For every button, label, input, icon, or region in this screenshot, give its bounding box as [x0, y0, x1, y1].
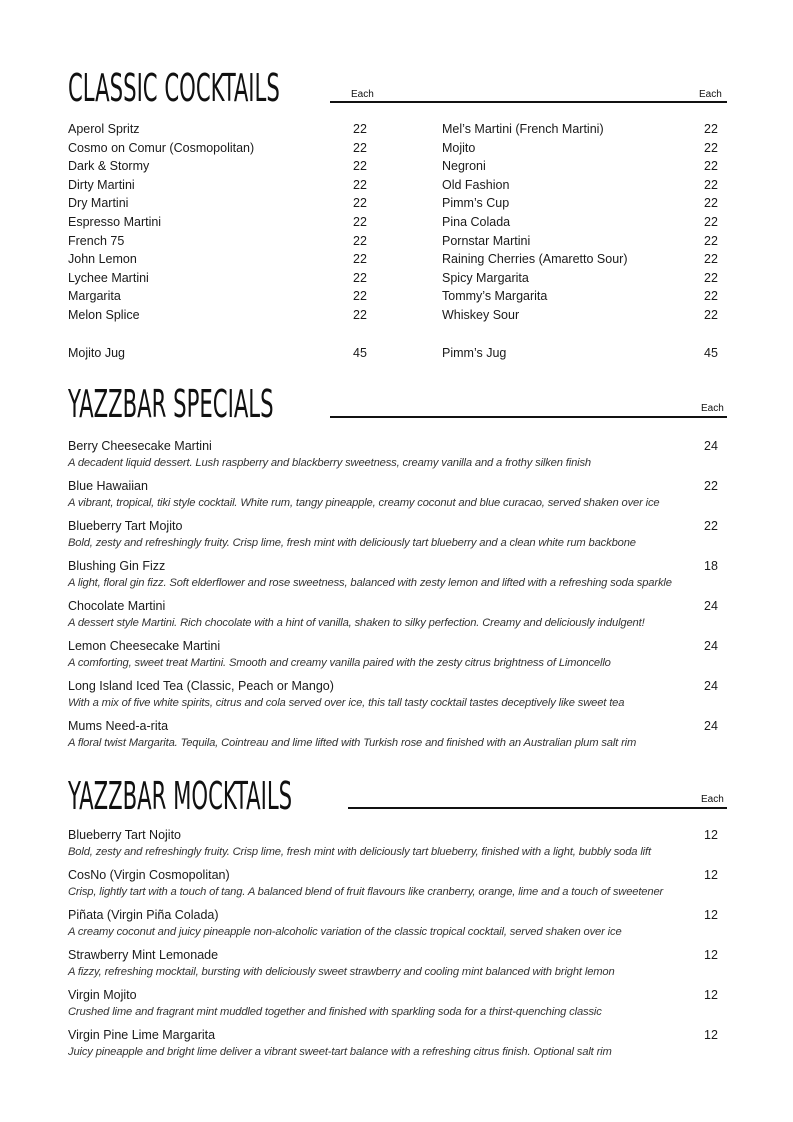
menu-row: [68, 306, 368, 325]
item-name: Blue Hawaiian: [68, 479, 148, 493]
item-name: Long Island Iced Tea (Classic, Peach or Mango): [68, 679, 334, 693]
specials-each-label: Each: [701, 403, 724, 414]
item-name: Raining Cherries (Amaretto Sour): [442, 252, 628, 267]
list-item: [68, 717, 718, 757]
item-price: 22: [353, 177, 367, 192]
list-item: [68, 677, 718, 717]
item-description: A floral twist Margarita. Tequila, Cointreau and lime lifted with Turkish rose and finished with an Australian plum salt rim: [68, 737, 637, 749]
menu-row: [68, 269, 368, 288]
item-description: Bold, zesty and refreshingly fruity. Crisp lime, fresh mint with deliciously tart blueberry, finished with a light, bubbly soda lift: [68, 846, 651, 858]
item-name: Mojito: [442, 140, 476, 155]
item-price: 22: [353, 289, 367, 304]
item-price: 22: [704, 140, 718, 155]
item-name: Pina Colada: [442, 214, 511, 229]
item-price: 22: [704, 196, 718, 211]
item-name: Pimm’s Jug: [442, 346, 507, 360]
list-item: [68, 1026, 718, 1066]
item-price: 22: [353, 196, 367, 211]
menu-row: [68, 139, 368, 158]
item-name: Aperol Spritz: [68, 122, 140, 136]
item-price: 22: [704, 177, 718, 192]
menu-row: [68, 194, 368, 213]
menu-row: [68, 157, 368, 176]
item-description: A creamy coconut and juicy pineapple non-alcoholic variation of the classic tropical cocktail, served shaken over ice: [68, 926, 622, 938]
item-price: 12: [704, 948, 718, 962]
item-name: Berry Cheesecake Martini: [68, 439, 212, 453]
item-name: Dirty Martini: [68, 177, 135, 192]
classic-each-label-left: Each: [351, 89, 374, 100]
item-name: CosNo (Virgin Cosmopolitan): [68, 868, 230, 882]
item-price: 18: [704, 559, 718, 573]
item-price: 22: [353, 140, 367, 155]
item-price: 22: [353, 122, 367, 136]
item-price: 22: [704, 122, 718, 136]
item-price: 24: [704, 639, 718, 653]
menu-row: [68, 287, 368, 306]
item-price: 22: [353, 270, 367, 285]
list-item: [68, 906, 718, 946]
list-item: [68, 946, 718, 986]
item-name: Strawberry Mint Lemonade: [68, 948, 219, 962]
item-name: Pornstar Martini: [442, 233, 531, 248]
item-description: Bold, zesty and refreshingly fruity. Crisp lime, fresh mint with deliciously tart blueberry and a clean white rum backbone: [68, 537, 636, 549]
menu-row: [442, 269, 722, 288]
item-name: Espresso Martini: [68, 214, 162, 229]
item-name: Spicy Margarita: [442, 270, 529, 285]
item-name: Blushing Gin Fizz: [68, 559, 166, 573]
item-name: Virgin Mojito: [68, 988, 137, 1002]
menu-row: [442, 194, 722, 213]
mojito-jug-row: [68, 344, 367, 362]
item-name: Whiskey Sour: [442, 307, 520, 322]
item-name: Piñata (Virgin Piña Colada): [68, 908, 219, 922]
item-price: 12: [704, 988, 718, 1002]
item-name: Negroni: [442, 159, 486, 174]
item-price: 24: [704, 599, 718, 613]
item-name: Dry Martini: [68, 196, 129, 211]
item-price: 12: [704, 1028, 718, 1042]
specials-heading: YAZZBAR SPECIALS: [68, 382, 274, 426]
list-item: [68, 517, 718, 557]
item-price: 22: [353, 252, 367, 267]
item-price: 22: [704, 270, 718, 285]
list-item: [68, 557, 718, 597]
classic-each-label-right: Each: [699, 89, 722, 100]
item-price: 22: [704, 233, 718, 248]
item-description: A light, floral gin fizz. Soft elderflower and rose sweetness, balanced with zesty lemon and lifted with a refreshing soda sparkle: [68, 577, 672, 589]
item-name: Blueberry Tart Nojito: [68, 828, 182, 842]
item-description: With a mix of five white spirits, citrus and cola served over ice, this tall tasty cocktail tastes deceptively like sweet tea: [68, 697, 625, 709]
classic-heading-rule: [330, 101, 727, 103]
item-description: Crushed lime and fragrant mint muddled together and finished with sparkling soda for a thirst-quenching classic: [68, 1006, 602, 1018]
item-description: Crisp, lightly tart with a touch of tang. A balanced blend of fruit flavours like cranberry, orange, lime and a touch of sweetener: [68, 886, 664, 898]
item-name: Dark & Stormy: [68, 159, 150, 174]
menu-row: [68, 213, 368, 232]
item-price: 22: [704, 479, 718, 493]
menu-row: [442, 139, 722, 158]
item-price: 12: [704, 868, 718, 882]
item-name: Mums Need-a-rita: [68, 719, 169, 733]
item-price: 22: [353, 159, 367, 174]
mocktails-each-label: Each: [701, 794, 724, 805]
item-price: 45: [353, 346, 367, 360]
menu-row: [442, 157, 722, 176]
item-name: Pimm’s Cup: [442, 196, 510, 211]
list-item: [68, 866, 718, 906]
specials-list: [68, 437, 718, 757]
classic-cocktails-heading: CLASSIC COCKTAILS: [68, 66, 280, 110]
item-price: 22: [353, 307, 367, 322]
pimms-jug-row: [442, 344, 732, 362]
item-description: A dessert style Martini. Rich chocolate with a hint of vanilla, shaken to silky perfection. Creamy and deliciously indulgent!: [68, 617, 645, 629]
item-name: French 75: [68, 233, 125, 248]
item-price: 24: [704, 719, 718, 733]
mocktails-list: [68, 826, 718, 1066]
item-name: Lychee Martini: [68, 270, 149, 285]
item-price: 45: [704, 346, 718, 360]
item-price: 24: [704, 439, 718, 453]
menu-row: [442, 213, 722, 232]
item-description: A comforting, sweet treat Martini. Smooth and creamy vanilla paired with the zesty citrus brightness of Limoncello: [68, 657, 611, 669]
menu-row: [442, 250, 722, 269]
menu-row: [442, 232, 722, 251]
list-item: [68, 437, 718, 477]
item-name: Mel’s Martini (French Martini): [442, 122, 604, 136]
item-description: A fizzy, refreshing mocktail, bursting with deliciously sweet strawberry and cooling mint balanced with bright lemon: [68, 966, 615, 978]
item-name: Melon Splice: [68, 307, 140, 322]
classic-right-column: [442, 120, 722, 325]
item-price: 24: [704, 679, 718, 693]
list-item: [68, 597, 718, 637]
menu-row: [68, 120, 368, 139]
classic-left-column: [68, 120, 368, 325]
item-name: Mojito Jug: [68, 346, 125, 360]
item-price: 22: [704, 159, 718, 174]
item-name: Margarita: [68, 289, 121, 304]
item-name: Chocolate Martini: [68, 599, 166, 613]
item-price: 22: [353, 214, 367, 229]
item-name: Blueberry Tart Mojito: [68, 519, 183, 533]
menu-row: [442, 176, 722, 195]
list-item: [68, 986, 718, 1026]
item-price: 22: [353, 233, 367, 248]
menu-row: [442, 120, 722, 139]
menu-row: [68, 176, 368, 195]
item-price: 12: [704, 908, 718, 922]
item-description: A decadent liquid dessert. Lush raspberry and blackberry sweetness, creamy vanilla and a frothy silken finish: [68, 457, 591, 469]
item-price: 22: [704, 307, 718, 322]
list-item: [68, 826, 718, 866]
item-price: 22: [704, 252, 718, 267]
item-description: A vibrant, tropical, tiki style cocktail. White rum, tangy pineapple, creamy coconut and blue curacao, served shaken over ice: [68, 497, 660, 509]
menu-row: [68, 250, 368, 269]
item-name: Tommy’s Margarita: [442, 289, 548, 304]
item-name: Cosmo on Comur (Cosmopolitan): [68, 140, 255, 155]
item-name: Virgin Pine Lime Margarita: [68, 1028, 216, 1042]
specials-heading-rule: [330, 416, 727, 418]
item-name: Old Fashion: [442, 177, 510, 192]
mocktails-heading-rule: [348, 807, 727, 809]
item-price: 12: [704, 828, 718, 842]
item-name: Lemon Cheesecake Martini: [68, 639, 221, 653]
item-price: 22: [704, 289, 718, 304]
item-price: 22: [704, 214, 718, 229]
mocktails-heading: YAZZBAR MOCKTAILS: [68, 774, 293, 818]
list-item: [68, 477, 718, 517]
item-name: John Lemon: [68, 252, 137, 267]
item-price: 22: [704, 519, 718, 533]
item-description: Juicy pineapple and bright lime deliver a vibrant sweet-tart balance with a refreshing citrus finish. Optional salt rim: [68, 1046, 612, 1058]
menu-row: [442, 287, 722, 306]
menu-row: [68, 232, 368, 251]
list-item: [68, 637, 718, 677]
menu-row: [442, 306, 722, 325]
